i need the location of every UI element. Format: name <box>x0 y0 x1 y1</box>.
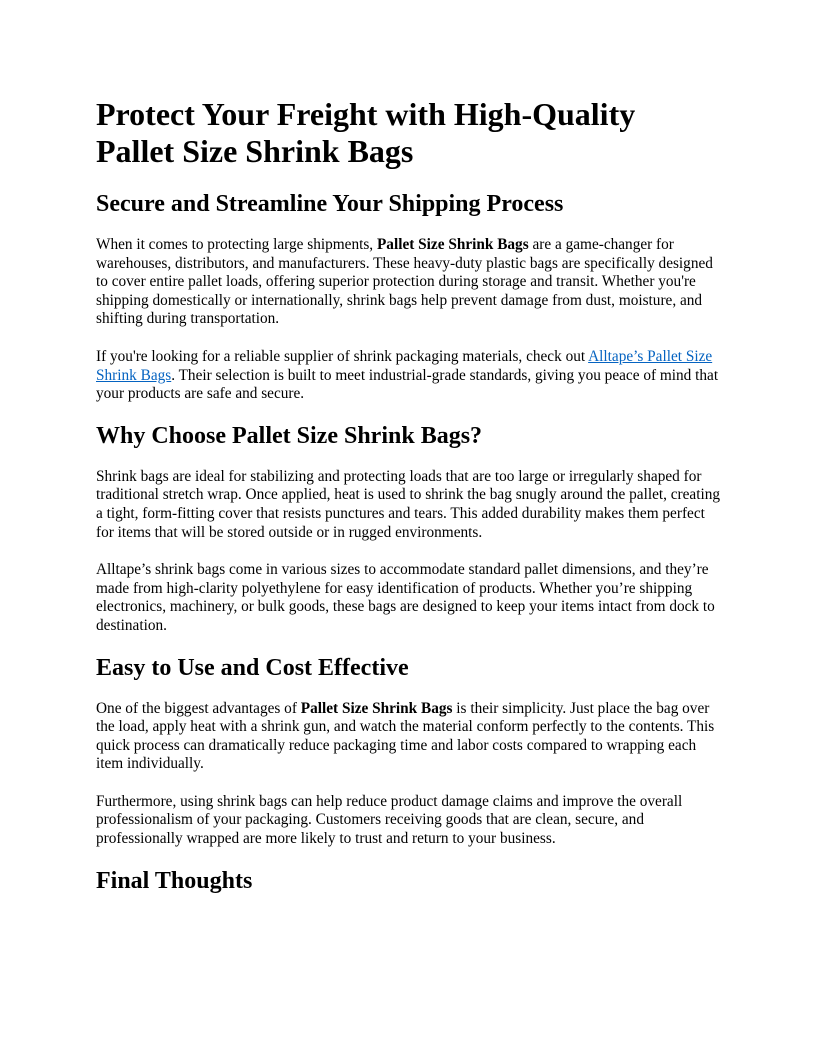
paragraph-ideal: Shrink bags are ideal for stabilizing and protecting loads that are too large or irregularly shaped for traditional stretch wrap. Once applied, heat is used to shrink the bag snugly around the pallet, creating a tight, form-fitting cover that resists punctures and tears. This added durability makes them perfect for items that will be stored outside or in rugged environments. <box>96 467 721 541</box>
paragraph-text: is their simplicity. Just place the bag over the load, apply heat with a shrink gun, and watch the material conform perfectly to the contents. This quick process can dramatically reduce packaging time and labor costs compared to wrapping each item individually. <box>96 699 715 773</box>
paragraph-supplier <box>96 348 720 404</box>
paragraph-text: One of the biggest advantages of <box>96 699 301 717</box>
paragraph-text: . Their selection is built to meet industrial-grade standards, giving you peace of mind that your products are safe and secure. <box>96 366 719 403</box>
section-heading-easy-to-use: Easy to Use and Cost Effective <box>96 654 409 681</box>
paragraph-text: If you're looking for a reliable supplier of shrink packaging materials, check out <box>96 347 589 365</box>
paragraph-professionalism: Furthermore, using shrink bags can help reduce product damage claims and improve the overall professionalism of your packaging. Customers receiving goods that are clean, secure, and professionally wrapped are more likely to trust and return to your business. <box>96 792 683 848</box>
paragraph-text: When it comes to protecting large shipments, <box>96 236 377 253</box>
paragraph-intro <box>96 236 720 329</box>
section-heading-secure: Secure and Streamline Your Shipping Process <box>96 191 564 217</box>
bold-keyword: Pallet Size Shrink Bags <box>300 699 453 717</box>
paragraph-text: are a game-changer for warehouses, distributors, and manufacturers. These heavy-duty plastic bags are specifically designed to cover entire pallet loads, offering superior protection during storage and transit. Whether you're shipping domestically or internationally, shrink bags help prevent damage from dust, moisture, and shifting during transportation. <box>96 236 713 328</box>
section-heading-final-thoughts: Final Thoughts <box>96 867 253 894</box>
alltape-shrink-bags-link[interactable]: Alltape’s Pallet Size Shrink Bags <box>96 347 713 384</box>
paragraph-sizes: Alltape’s shrink bags come in various sizes to accommodate standard pallet dimensions, and they’re made from high-clarity polyethylene for easy identification of products. Whether you’re shipping electronics, machinery, or bulk goods, these bags are designed to keep your items intact from dock to destination. <box>96 561 715 634</box>
paragraph-advantages <box>96 700 720 774</box>
document-page <box>96 96 720 913</box>
section-heading-why-choose: Why Choose Pallet Size Shrink Bags? <box>96 422 483 449</box>
page-title: Protect Your Freight with High-Quality Pallet Size Shrink Bags <box>96 96 636 169</box>
bold-keyword: Pallet Size Shrink Bags <box>376 236 529 253</box>
